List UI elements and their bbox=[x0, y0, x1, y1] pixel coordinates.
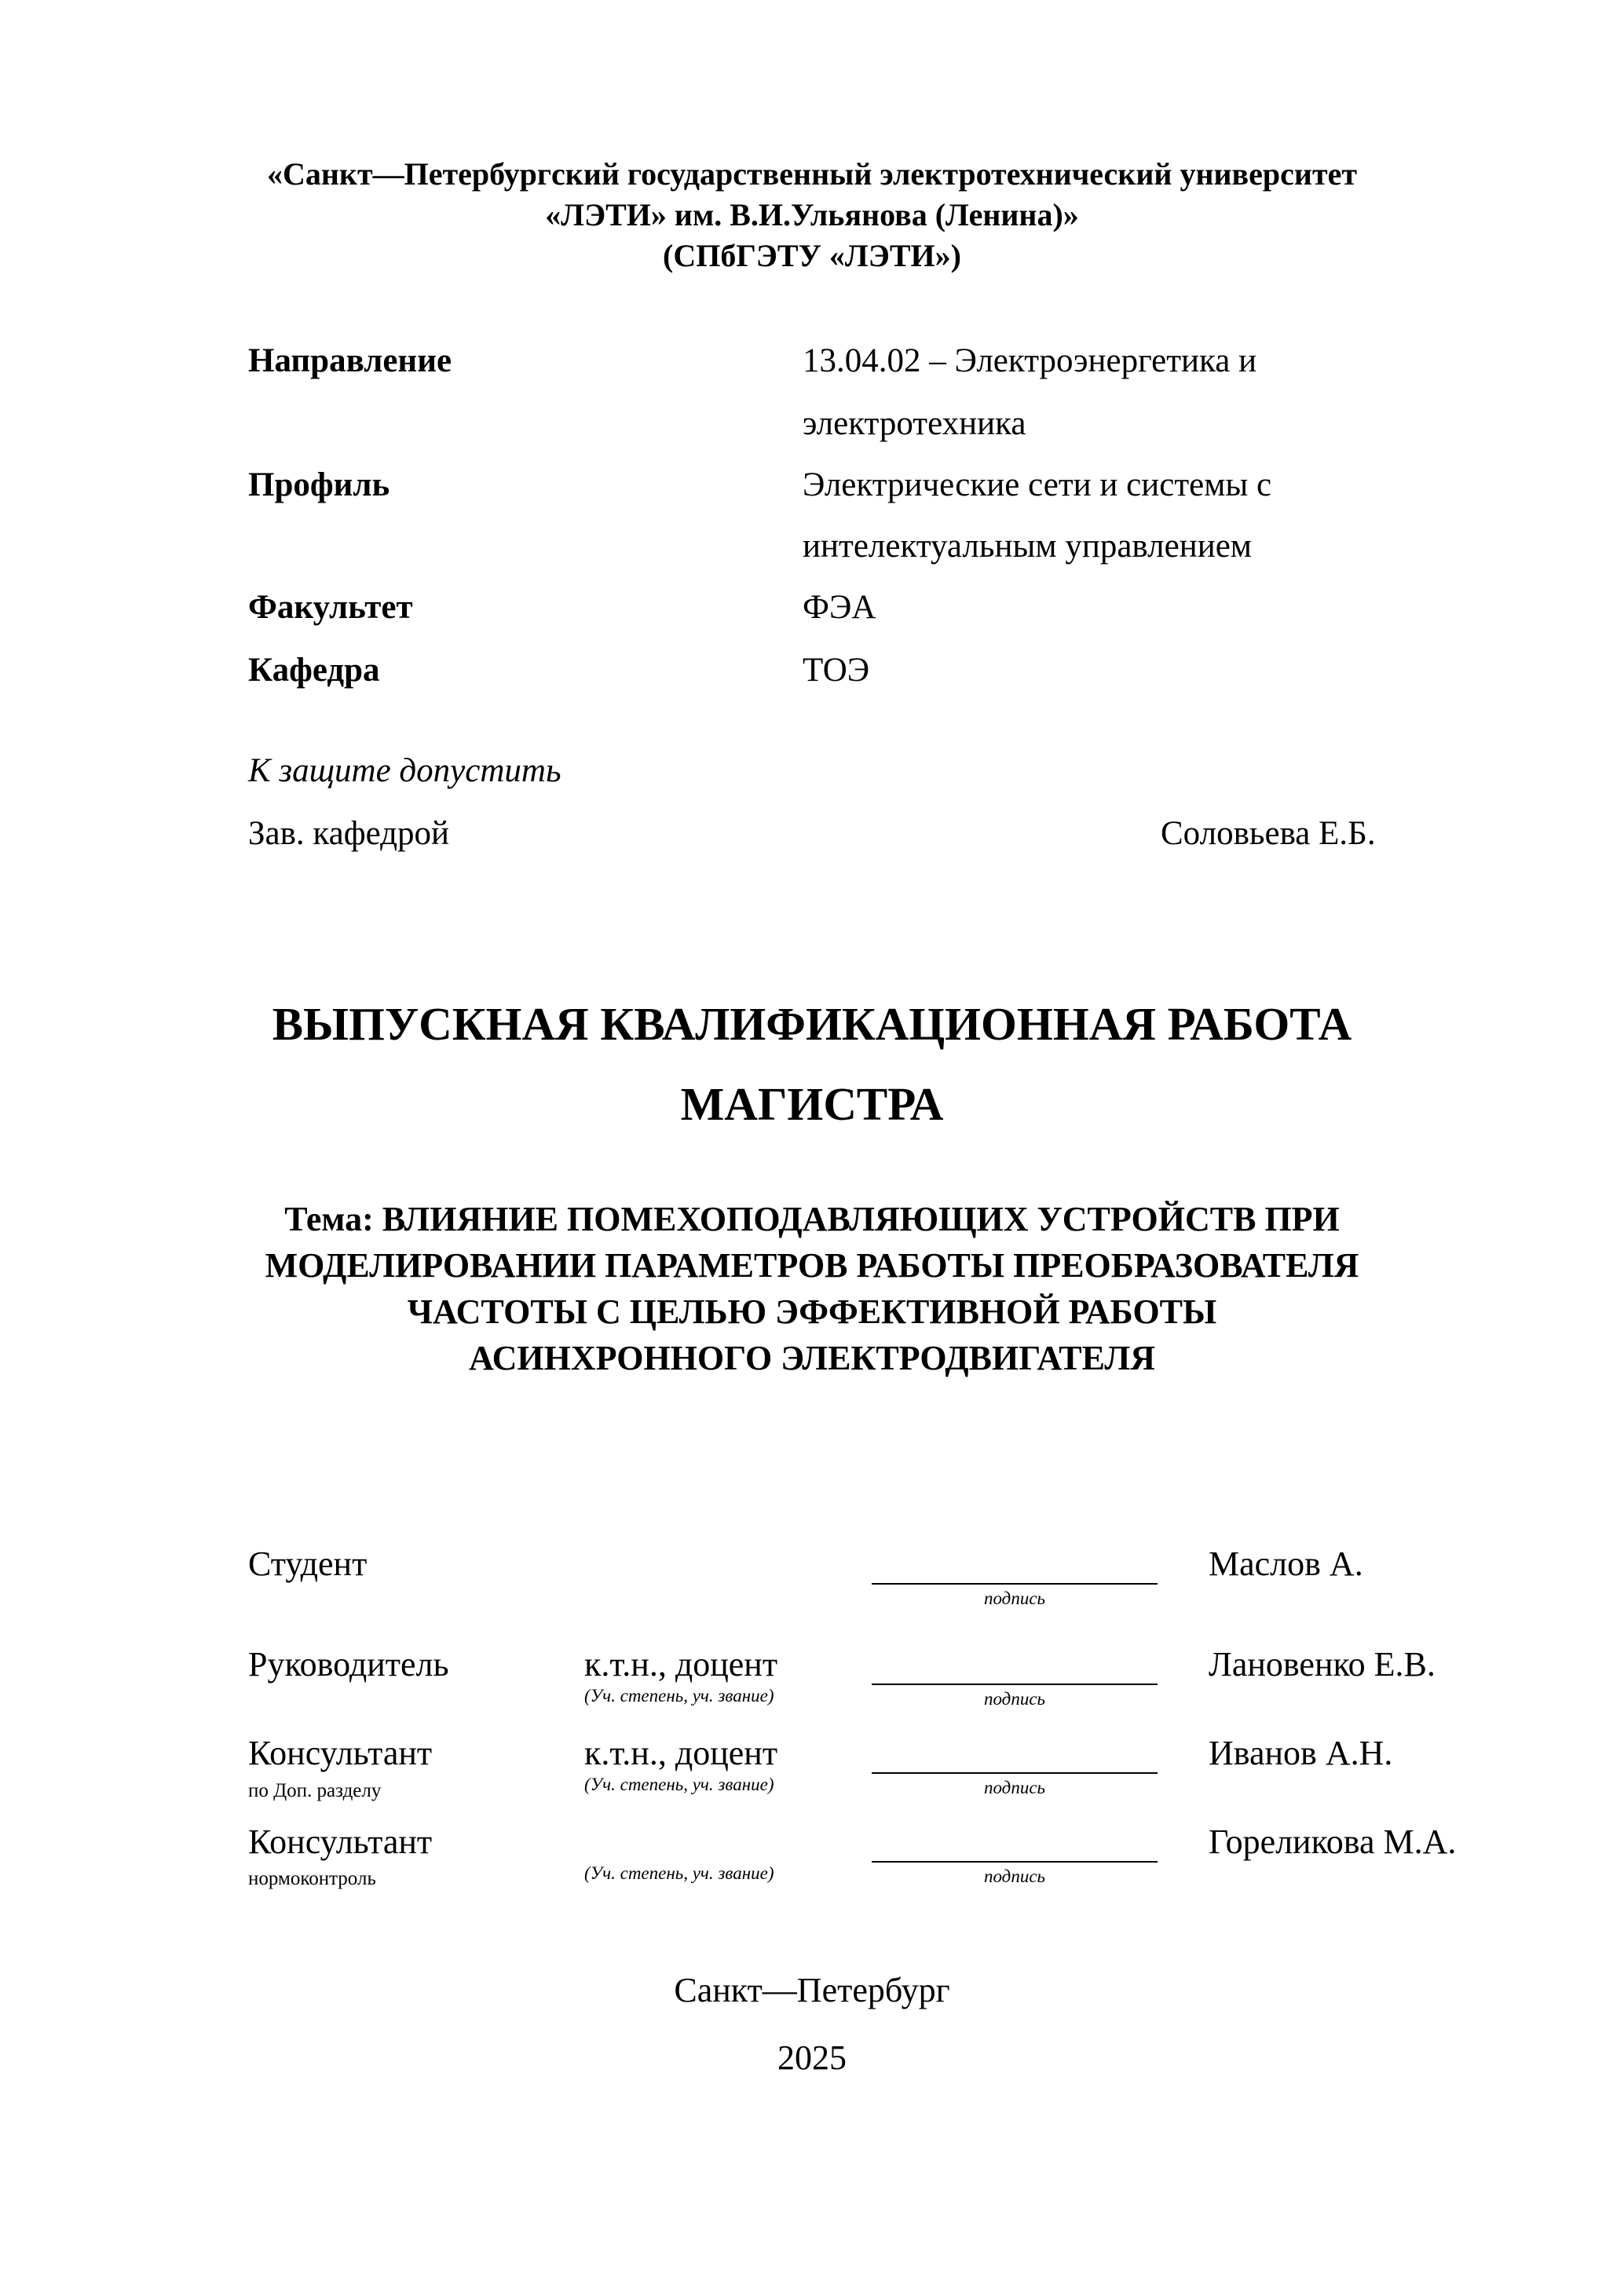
consultant-2-degree-hint: (Уч. степень, уч. звание) bbox=[584, 1863, 774, 1883]
direction-value-line-1: 13.04.02 – Электроэнергетика и bbox=[803, 342, 1257, 379]
topic-line-3: ЧАСТОТЫ С ЦЕЛЬЮ ЭФФЕКТИВНОЙ РАБОТЫ bbox=[407, 1292, 1217, 1331]
head-of-department-name: Соловьева Е.Б. bbox=[1161, 815, 1376, 852]
student-role: Студент bbox=[248, 1545, 368, 1583]
profile-value-line-1: Электрические сети и системы с bbox=[803, 466, 1272, 503]
consultant-2-role: Консультант bbox=[248, 1823, 433, 1861]
student-name: Маслов А. bbox=[1209, 1545, 1363, 1583]
consultant-1-degree-hint: (Уч. степень, уч. звание) bbox=[584, 1775, 774, 1794]
consultant-1-degree: к.т.н., доцент bbox=[584, 1734, 778, 1772]
topic-line-4: АСИНХРОННОГО ЭЛЕКТРОДВИГАТЕЛЯ bbox=[469, 1339, 1155, 1377]
consultant-1-signature-hint: подпись bbox=[983, 1778, 1045, 1797]
consultant-1-role: Консультант bbox=[248, 1734, 433, 1772]
city: Санкт—Петербург bbox=[674, 1971, 950, 2009]
university-short-name: (СПбГЭТУ «ЛЭТИ») bbox=[663, 238, 961, 273]
supervisor-name: Лановенко Е.В. bbox=[1209, 1645, 1436, 1684]
university-name-line-1: «Санкт—Петербургский государственный электротехнический университет bbox=[266, 156, 1357, 192]
work-title-line-2: МАГИСТРА bbox=[680, 1078, 944, 1130]
consultant-1-name: Иванов А.Н. bbox=[1209, 1734, 1393, 1772]
work-title-line-1: ВЫПУСКНАЯ КВАЛИФИКАЦИОННАЯ РАБОТА bbox=[272, 998, 1352, 1050]
consultant-2-signature-hint: подпись bbox=[983, 1866, 1045, 1886]
supervisor-role: Руководитель bbox=[248, 1645, 449, 1684]
student-signature-line bbox=[872, 1583, 1158, 1585]
profile-label: Профиль bbox=[248, 466, 390, 503]
student-signature-hint: подпись bbox=[983, 1589, 1045, 1608]
consultant-2-signature-line bbox=[872, 1861, 1158, 1863]
university-name-line-2: «ЛЭТИ» им. В.И.Ульянова (Ленина)» bbox=[545, 197, 1079, 232]
supervisor-degree-hint: (Уч. степень, уч. звание) bbox=[584, 1686, 774, 1706]
topic-line-2: МОДЕЛИРОВАНИИ ПАРАМЕТРОВ РАБОТЫ ПРЕОБРАЗОВАТЕЛЯ bbox=[265, 1246, 1359, 1285]
department-value: ТОЭ bbox=[803, 652, 870, 689]
consultant-1-signature-line bbox=[872, 1772, 1158, 1774]
profile-value-line-2: интелектуальным управлением bbox=[803, 528, 1253, 565]
topic-line-1: Тема: ВЛИЯНИЕ ПОМЕХОПОДАВЛЯЮЩИХ УСТРОЙСТВ ПРИ bbox=[284, 1200, 1340, 1238]
consultant-1-role-note: по Доп. разделу bbox=[248, 1780, 382, 1801]
faculty-value: ФЭА bbox=[803, 589, 876, 626]
supervisor-signature-line bbox=[872, 1684, 1158, 1685]
consultant-2-name: Гореликова М.А. bbox=[1209, 1823, 1457, 1861]
direction-value-line-2: электротехника bbox=[803, 405, 1026, 442]
faculty-label: Факультет bbox=[248, 589, 413, 626]
supervisor-degree: к.т.н., доцент bbox=[584, 1645, 778, 1684]
department-label: Кафедра bbox=[248, 652, 380, 689]
head-of-department-label: Зав. кафедрой bbox=[248, 815, 450, 852]
year: 2025 bbox=[777, 2038, 847, 2077]
direction-label: Направление bbox=[248, 342, 452, 379]
consultant-2-role-note: нормоконтроль bbox=[248, 1868, 376, 1889]
admit-to-defense: К защите допустить bbox=[248, 752, 561, 789]
supervisor-signature-hint: подпись bbox=[983, 1689, 1045, 1709]
